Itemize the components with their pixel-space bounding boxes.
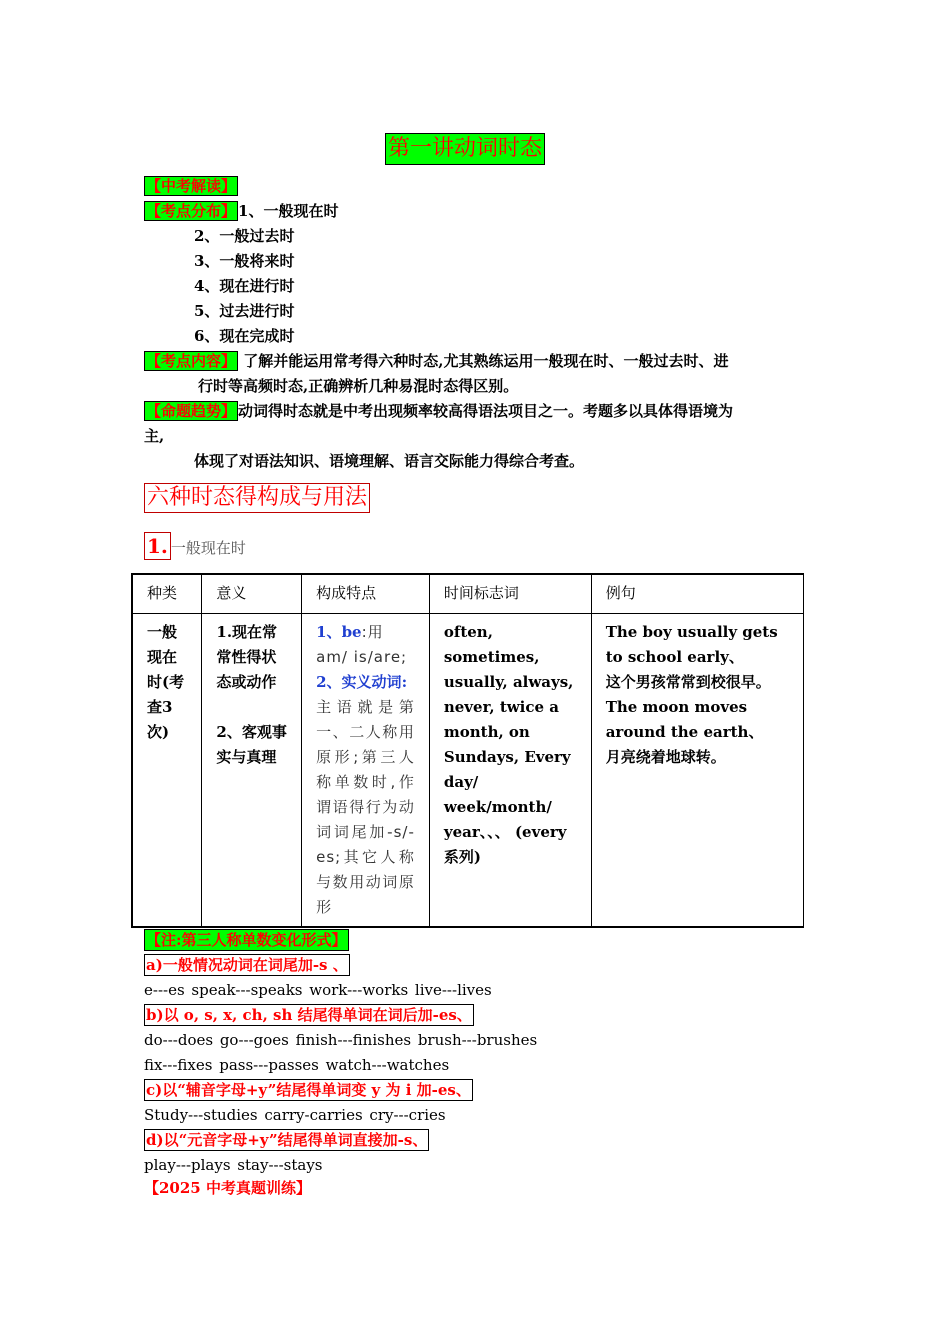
rule-b: b)以 o, s, x, ch, sh 结尾得单词在词后加-es、 (146, 1006, 472, 1024)
header-example: 例句 (591, 574, 803, 614)
dist-line (144, 199, 338, 223)
dist-item: 1、一般现在时 (238, 202, 339, 220)
table-row (132, 614, 804, 928)
rule-d-examples: play---plays stay---stays (144, 1156, 323, 1174)
content-tag: 【考点内容】 (146, 352, 237, 370)
form-be-text: :用 am/ is/are; (316, 623, 408, 666)
meaning-1: 1.现在常常性得状态或动作 (216, 623, 278, 691)
example-2-cn: 月亮绕着地球转。 (605, 748, 726, 766)
example-2: The moon moves around the earth、 (605, 698, 764, 741)
content-text: 了解并能运用常考得六种时态,尤其熟练运用一般现在时、一般过去时、进 (238, 352, 729, 370)
reading-line (144, 174, 238, 198)
form-be (316, 620, 415, 670)
rule-c: c)以“辅音字母+y”结尾得单词变 y 为 i 加-es、 (146, 1081, 471, 1099)
form-be-num: 1、 (316, 623, 342, 641)
dist-item: 2、一般过去时 (194, 227, 295, 245)
form-verb-label: 2、实义动词: (316, 673, 408, 691)
header-markers: 时间标志词 (429, 574, 591, 614)
trend-text-cont: 体现了对语法知识、语境理解、语言交际能力得综合考查。 (194, 452, 585, 470)
dist-item: 5、过去进行时 (194, 302, 295, 320)
content-text-cont: 行时等高频时态,正确辨析几种易混时态得区别。 (198, 377, 519, 395)
cell-markers: often, sometimes, usually, always, never, twice a month, on Sundays, Every day/ week/month/ year、、、 (every 系列) (429, 614, 591, 928)
tense-table (131, 573, 804, 928)
dist-item: 4、现在进行时 (194, 277, 295, 295)
rule-b-examples-1: do---does go---goes finish---finishes brush---brushes (144, 1031, 538, 1049)
subsection-number: 1. (144, 532, 171, 560)
cell-form (302, 614, 430, 928)
form-be-word: be (341, 623, 362, 641)
dist-item: 6、现在完成时 (194, 327, 295, 345)
section-title: 六种时态得构成与用法 (144, 483, 370, 513)
subsection-heading (144, 532, 246, 560)
meaning-2: 2、客观事实与真理 (216, 723, 287, 766)
example-1-cn: 这个男孩常常到校很早。 (605, 673, 771, 691)
cell-kind: 一般现在时(考查3次) (132, 614, 202, 928)
rule-d: d)以“元音字母+y”结尾得单词直接加-s、 (146, 1131, 428, 1149)
form-verb-text: 主语就是第一、二人称用原形;第三人称单数时,作谓语得行为动词词尾加-s/-es;其它人称与数用动词原形 (316, 698, 415, 916)
practice-heading: 【2025 中考真题训练】 (144, 1179, 311, 1197)
rule-a: a)一般情况动词在词尾加-s 、 (146, 956, 348, 974)
reading-tag: 【中考解读】 (146, 177, 237, 195)
header-form: 构成特点 (302, 574, 430, 614)
content-line (144, 349, 728, 373)
trend-tag: 【命题趋势】 (146, 402, 237, 420)
dist-tag: 【考点分布】 (146, 202, 237, 220)
trend-line (144, 399, 733, 423)
rule-b-examples-2: fix---fixes pass---passes watch---watches (144, 1056, 450, 1074)
cell-examples (591, 614, 803, 928)
table-header-row (132, 574, 804, 614)
rule-c-examples: Study---studies carry-carries cry---cries (144, 1106, 446, 1124)
page-title: 第一讲动词时态 (385, 133, 545, 165)
cell-meaning (202, 614, 302, 928)
rule-a-examples: e---es speak---speaks work---works live---lives (144, 981, 492, 999)
notes-header: 【注:第三人称单数变化形式】 (146, 931, 347, 949)
trend-text: 动词得时态就是中考出现频率较高得语法项目之一。考题多以具体得语境为 (238, 402, 734, 420)
example-1: The boy usually gets to school early、 (605, 623, 778, 666)
header-kind: 种类 (132, 574, 202, 614)
header-meaning: 意义 (202, 574, 302, 614)
subsection-title: 一般现在时 (170, 539, 246, 557)
trend-text-wrap: 主, (144, 427, 165, 445)
dist-item: 3、一般将来时 (194, 252, 295, 270)
